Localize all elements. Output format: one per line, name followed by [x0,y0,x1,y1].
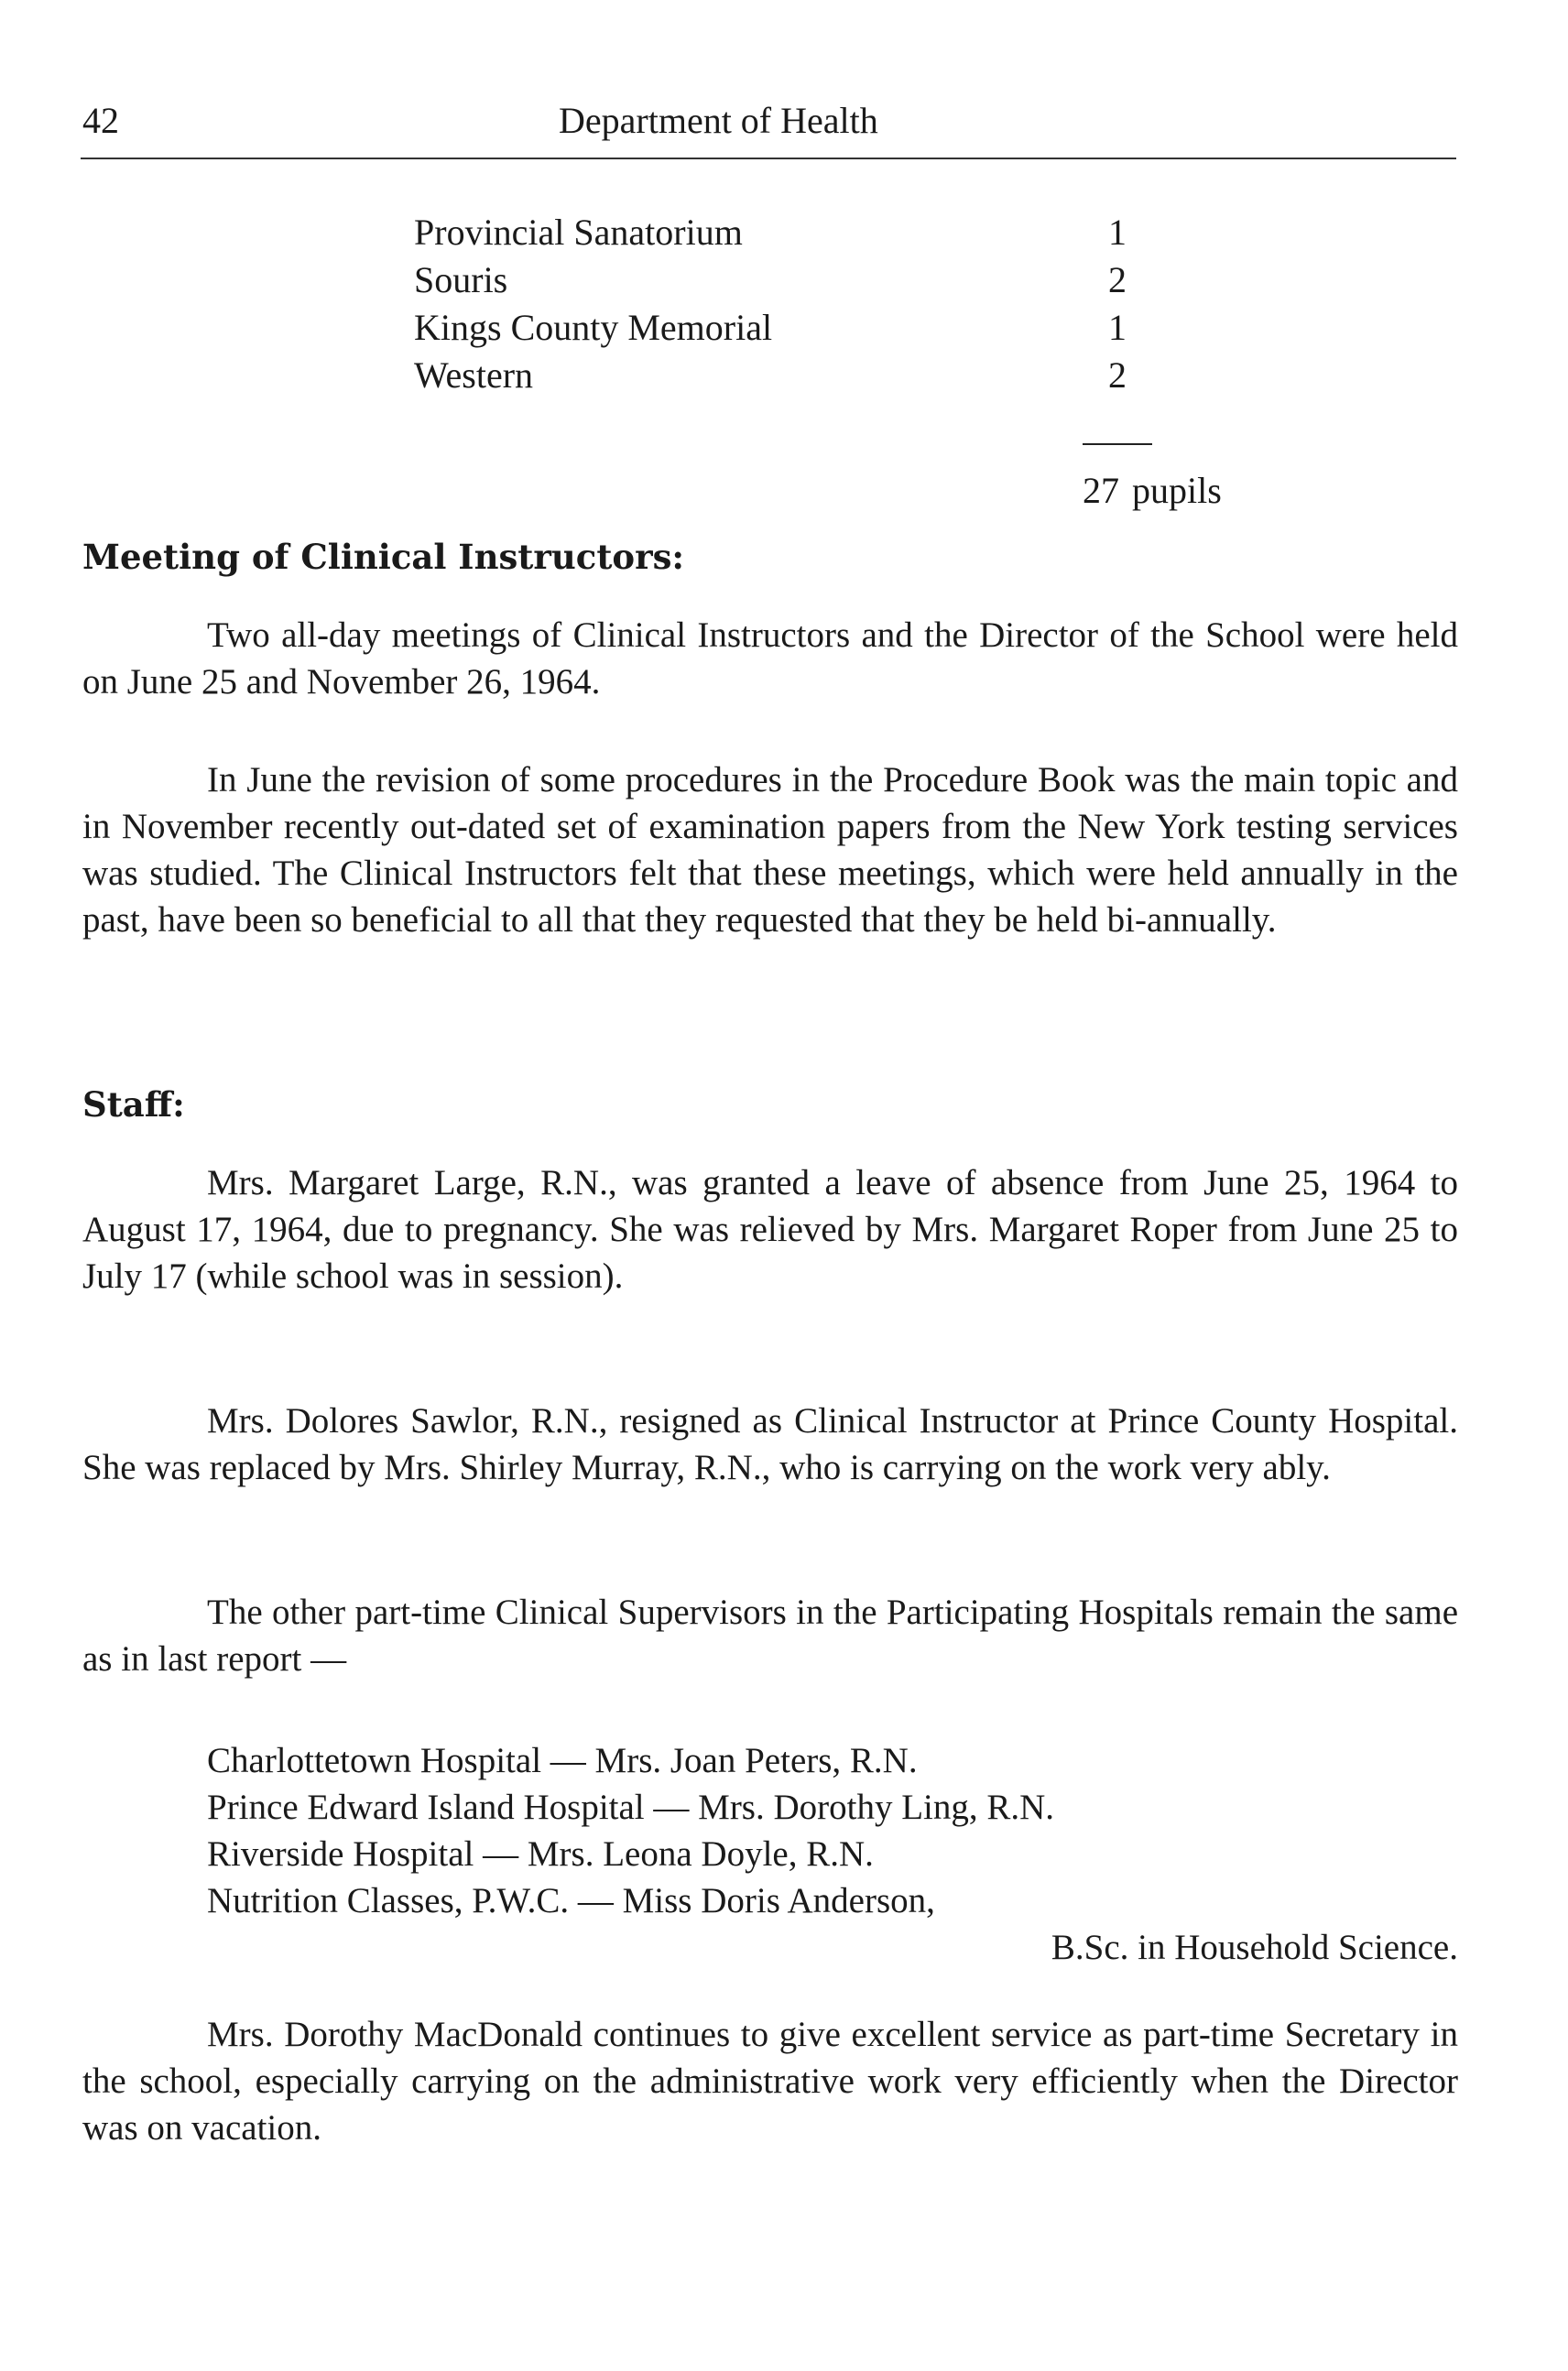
tally-hospital-name: Kings County Memorial [414,307,773,348]
paragraph-text: Mrs. Dorothy MacDonald continues to give excellent service as part-time Secretary in the school, especially carrying on the administrative work very efficiently when the Director was on vacation. [82,2015,1458,2148]
tally-sum-rule [1083,443,1152,445]
tally-hospital-name: Souris [414,259,508,300]
meeting-heading: Meeting of Clinical Instructors: [82,537,685,577]
header-rule [81,158,1456,159]
staff-paragraph [82,1398,1458,1491]
tally-count: 1 [1108,212,1127,253]
paragraph-text: Two all-day meetings of Clinical Instructors and the Director of the School were held on June 25 and November 26, 1964. [82,615,1458,702]
supervisor-list [207,1737,1458,1971]
supervisor-entry: Prince Edward Island Hospital — Mrs. Dorothy Ling, R.N. [207,1788,1055,1827]
supervisor-entry: Nutrition Classes, P.W.C. — Miss Doris Anderson, [207,1881,935,1920]
tally-row [414,256,1238,304]
supervisor-entry: Charlottetown Hospital — Mrs. Joan Peters, R.N. [207,1741,918,1780]
running-title: Department of Health [559,100,878,141]
paragraph-text: Mrs. Margaret Large, R.N., was granted a leave of absence from June 25, 1964 to August 17, 1964, due to pregnancy. She was relieved by Mrs. Margaret Roper from June 25 to July 17 (while school was in session). [82,1163,1458,1296]
tally-count: 1 [1108,307,1127,348]
hospital-tally [414,209,1238,511]
tally-total [1083,467,1222,515]
closing-paragraph [82,2011,1458,2151]
paragraph-text: Mrs. Dolores Sawlor, R.N., resigned as Clinical Instructor at Prince County Hospital. She was replaced by Mrs. Shirley Murray, R.N., who is carrying on the work very ably. [82,1401,1458,1487]
paragraph-text: The other part-time Clinical Supervisors in the Participating Hospitals remain the same as in last report — [82,1593,1458,1679]
tally-row [414,352,1238,399]
tally-hospital-name: Provincial Sanatorium [414,212,743,253]
tally-row [414,304,1238,352]
staff-paragraph [82,1589,1458,1682]
tally-count: 2 [1108,354,1127,396]
meeting-paragraph [82,756,1458,943]
tally-total-number: 27 [1083,470,1119,511]
staff-heading: Staff: [82,1084,185,1125]
supervisor-entry: Riverside Hospital — Mrs. Leona Doyle, R.N. [207,1834,874,1874]
tally-total-unit: pupils [1132,470,1222,511]
tally-row [414,209,1238,256]
staff-paragraph [82,1159,1458,1300]
meeting-paragraph [82,612,1458,705]
page-number: 42 [82,100,119,141]
paragraph-text: In June the revision of some procedures in the Procedure Book was the main topic and in November recently out-dated set of examination papers from the New York testing services was studied. The Clinical Instructors felt that these meetings, which were held annually in the past, have been so beneficial to all that they requested that they be held bi-annually. [82,760,1458,940]
tally-count: 2 [1108,259,1127,300]
page-header [82,99,1456,150]
tally-hospital-name: Western [414,354,534,396]
supervisor-qualification: B.Sc. in Household Science. [1051,1928,1458,1967]
